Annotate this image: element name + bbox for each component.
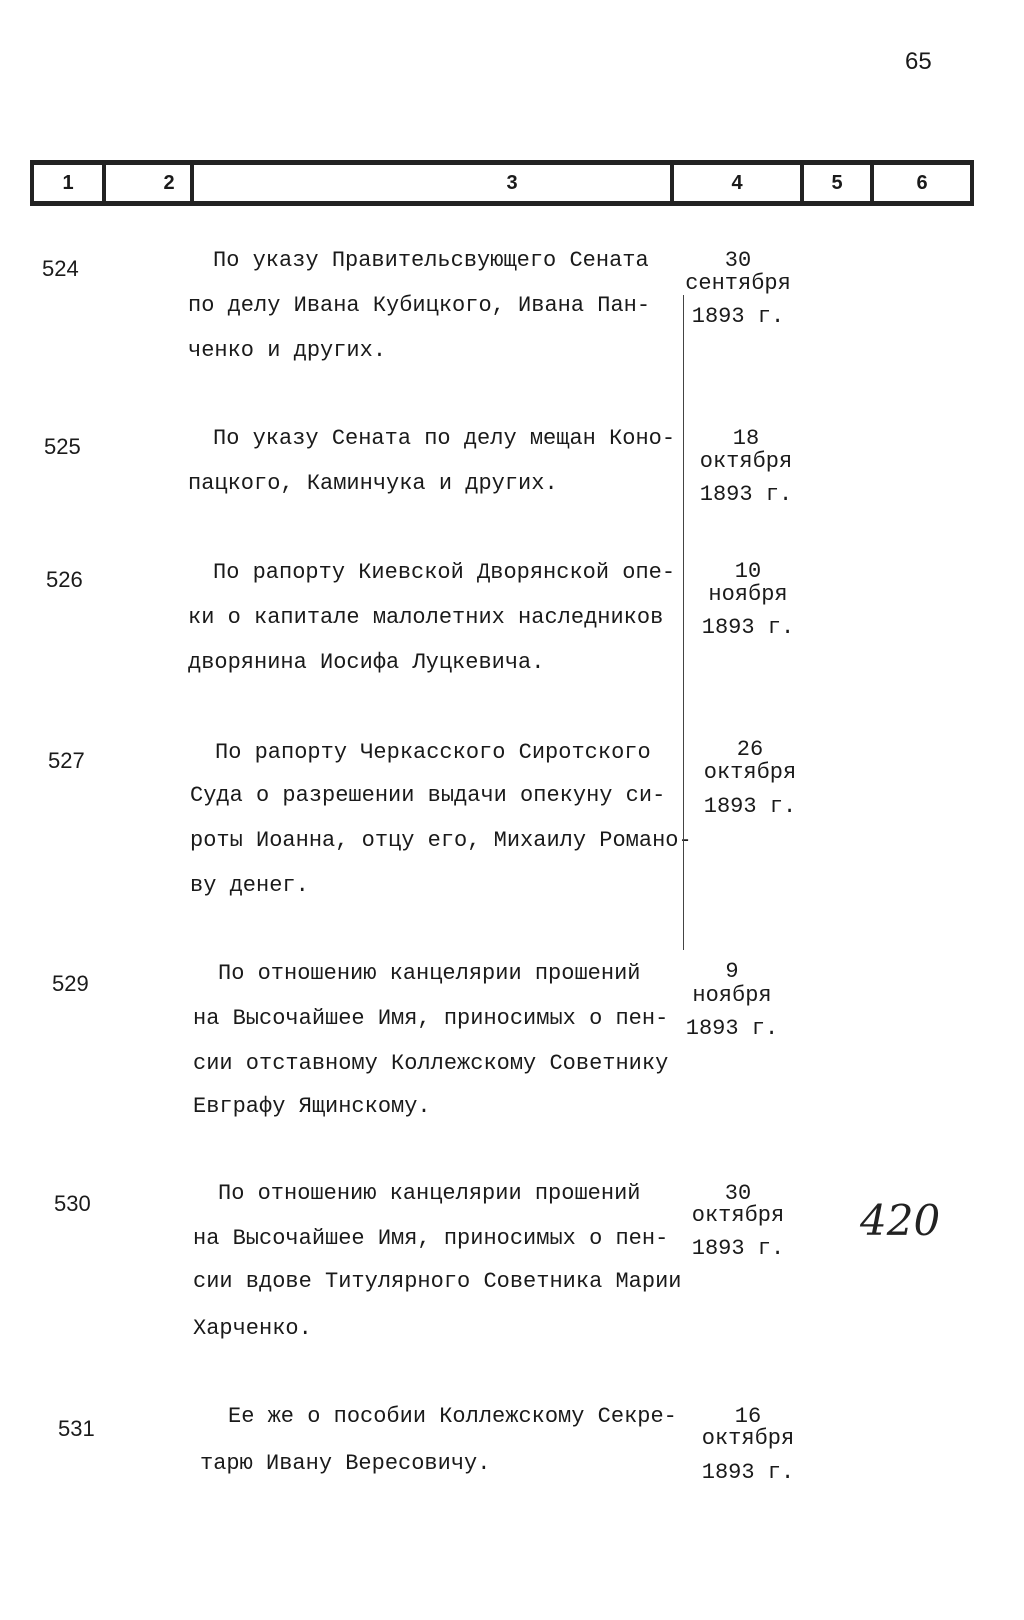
- entry-text-line: ченко и других.: [188, 338, 387, 363]
- header-column-1: 1: [30, 165, 102, 201]
- entry-date-month: октября: [701, 1426, 795, 1451]
- entry-text-line: тарю Ивану Вересовичу.: [200, 1451, 491, 1476]
- entry-date-month: октября: [699, 449, 793, 474]
- entry-text-line: Ее же о пособии Коллежскому Секре-: [228, 1404, 677, 1429]
- entry-text-line: ки о капитале малолетних наследников: [188, 605, 664, 630]
- header-column-3: 3: [190, 165, 830, 201]
- entry-date-day: 9: [725, 959, 739, 984]
- entry-text-line: По отношению канцелярии прошений: [218, 1181, 641, 1206]
- entry-text-line: Евграфу Ящинскому.: [193, 1094, 431, 1119]
- header-column-6: 6: [870, 165, 970, 201]
- entry-date-month: ноября: [692, 983, 772, 1008]
- entry-text-line: по делу Ивана Кубицкого, Ивана Пан-: [188, 293, 651, 318]
- entry-text-line: По указу Правительсвующего Сената: [213, 248, 649, 273]
- entry-date-year: 1893 г.: [685, 1016, 779, 1041]
- entry-text-line: Суда о разрешении выдачи опекуну си-: [190, 783, 666, 808]
- entry-number: 526: [46, 567, 83, 592]
- entry-date-year: 1893 г.: [701, 615, 795, 640]
- header-column-4: 4: [670, 165, 800, 201]
- entry-number: 531: [58, 1416, 95, 1441]
- entry-text-line: сии отставному Коллежскому Советнику: [193, 1051, 669, 1076]
- column-divider: [683, 295, 684, 950]
- header-column-5: 5: [800, 165, 870, 201]
- entry-date-month: сентября: [685, 271, 791, 296]
- entry-number: 525: [44, 434, 81, 459]
- entry-number: 524: [42, 256, 79, 281]
- header-border: [970, 165, 974, 201]
- entry-date-year: 1893 г.: [691, 304, 785, 329]
- column-header-bar: [30, 160, 974, 206]
- entry-date-month: октября: [691, 1203, 785, 1228]
- page-number: 65: [905, 48, 932, 75]
- entry-number: 529: [52, 971, 89, 996]
- entry-date-year: 1893 г.: [701, 1460, 795, 1485]
- entry-number: 530: [54, 1191, 91, 1216]
- entry-text-line: сии вдове Титулярного Советника Марии: [193, 1269, 682, 1294]
- entry-number: 527: [48, 748, 85, 773]
- entry-date-day: 16: [734, 1404, 762, 1429]
- entry-date-year: 1893 г.: [703, 794, 797, 819]
- entry-text-line: По рапорту Киевской Дворянской опе-: [213, 560, 676, 585]
- entry-text-line: на Высочайшее Имя, приносимых о пен-: [193, 1006, 669, 1031]
- handwritten-note: 420: [860, 1196, 941, 1245]
- entry-text-line: По указу Сената по делу мещан Коно-: [213, 426, 676, 451]
- entry-text-line: Харченко.: [193, 1316, 312, 1341]
- entry-text-line: ву денег.: [190, 873, 309, 898]
- entry-date-month: октября: [703, 760, 797, 785]
- entry-text-line: дворянина Иосифа Луцкевича.: [188, 650, 545, 675]
- entry-date-day: 26: [736, 737, 764, 762]
- entry-text-line: пацкого, Каминчука и других.: [188, 471, 558, 496]
- entry-text-line: роты Иоанна, отцу его, Михаилу Романо-: [190, 828, 692, 853]
- entry-date-day: 30: [724, 1181, 752, 1206]
- entry-text-line: По рапорту Черкасского Сиротского: [215, 740, 651, 765]
- entry-date-year: 1893 г.: [699, 482, 793, 507]
- entry-text-line: на Высочайшее Имя, приносимых о пен-: [193, 1226, 669, 1251]
- header-column-2: 2: [102, 165, 232, 201]
- entry-date-month: ноября: [708, 582, 788, 607]
- entry-text-line: По отношению канцелярии прошений: [218, 961, 641, 986]
- entry-date-day: 10: [734, 559, 762, 584]
- entry-date-year: 1893 г.: [691, 1236, 785, 1261]
- entry-date-day: 18: [732, 426, 760, 451]
- entry-date-day: 30: [724, 248, 752, 273]
